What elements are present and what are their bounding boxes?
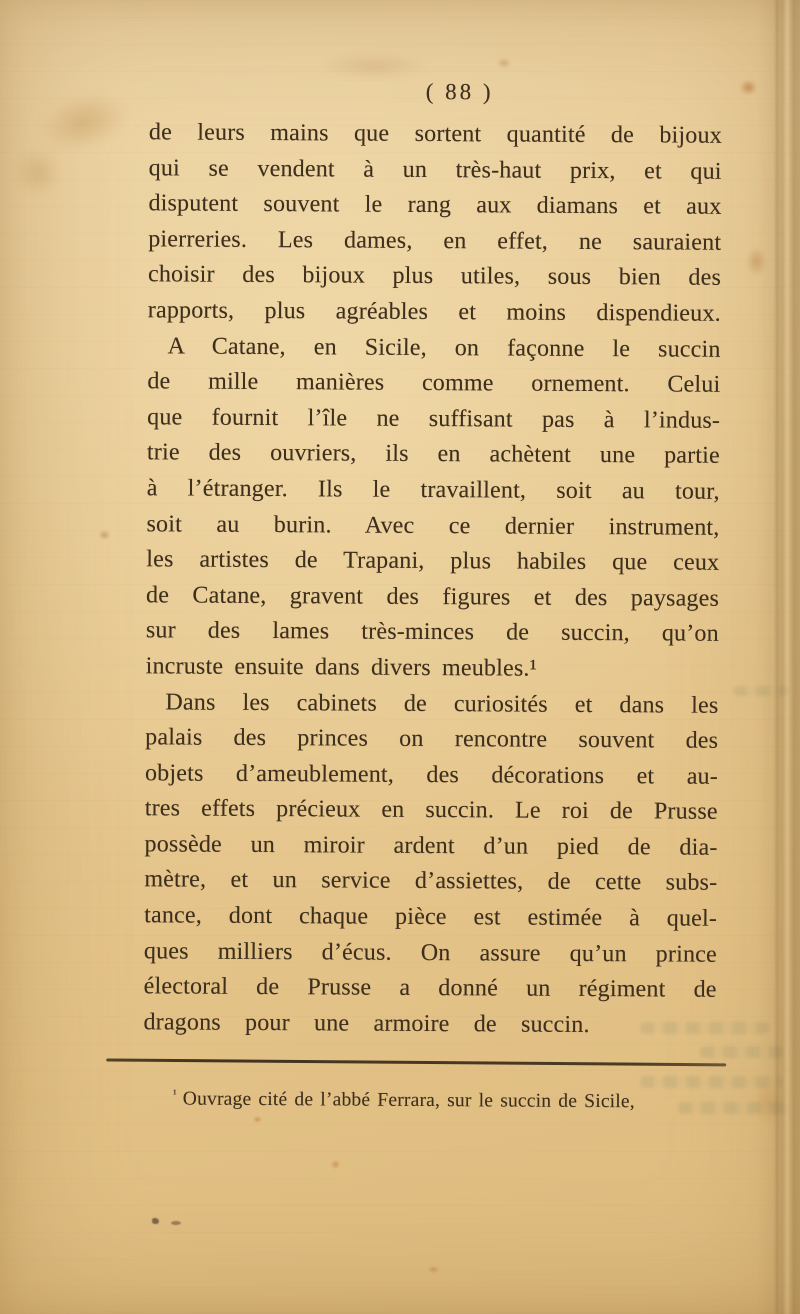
text-line: tance, dont chaque pièce est estimée à quel- bbox=[144, 902, 718, 932]
text-line: palais des princes on rencontre souvent des bbox=[145, 724, 719, 754]
text-line: objets d’ameublement, des décorations et au- bbox=[144, 759, 719, 790]
footnote-text: Ouvrage cité de l’abbé Ferrara, sur le succin de Sicile, bbox=[182, 1088, 635, 1113]
text-line: possède un miroir ardent d’un pied de dia- bbox=[144, 831, 718, 861]
text-line: soit au burin. Avec ce dernier instrument, bbox=[146, 510, 720, 541]
text-line paragraph-start: Dans les cabinets de curiosités et dans les bbox=[165, 688, 719, 719]
text-line: pierreries. Les dames, en effet, ne sauraient bbox=[148, 226, 722, 256]
text-line: que fournit l’île ne suffisant pas à l’indus- bbox=[147, 404, 721, 434]
text-line: tres effets précieux en succin. Le roi de Prusse bbox=[144, 795, 718, 826]
footnote bbox=[143, 1087, 716, 1114]
text-line: trie des ouvriers, ils en achètent une partie bbox=[146, 439, 721, 470]
text-line paragraph-end: dragons pour une armoire de succin. bbox=[143, 1009, 590, 1038]
text-line paragraph-end: incruste ensuite dans divers meubles.¹ bbox=[145, 653, 538, 682]
footnote-separator-rule bbox=[106, 1058, 726, 1066]
text-line: les artistes de Trapani, plus habiles que ceux bbox=[146, 546, 720, 576]
footnote-marker: ¹ bbox=[173, 1085, 177, 1100]
text-line paragraph-start: A Catane, en Sicile, on façonne le succin bbox=[167, 332, 721, 363]
text-line: disputent souvent le rang aux diamans et aux bbox=[148, 190, 722, 220]
text-line: de leurs mains que sortent quantité de bijoux bbox=[148, 119, 722, 149]
text-line: à l’étranger. Ils le travaillent, soit au tour, bbox=[146, 475, 720, 505]
page-fore-edge bbox=[756, 0, 800, 1314]
text-line: de mille manières comme ornement. Celui bbox=[147, 368, 721, 398]
text-line: mètre, et un service d’assiettes, de cette subs- bbox=[144, 866, 718, 897]
text-line: choisir des bijoux plus utiles, sous bien des bbox=[147, 261, 722, 292]
text-line: sur des lames très-minces de succin, qu’on bbox=[145, 617, 719, 648]
text-line: de Catane, gravent des figures et des paysages bbox=[146, 581, 720, 612]
page-number: ( 88 ) bbox=[425, 78, 494, 105]
text-line: électoral de Prusse a donné un régiment de bbox=[143, 973, 717, 1004]
body-text bbox=[143, 115, 722, 1044]
text-line: qui se vendent à un très-haut prix, et qui bbox=[148, 154, 722, 185]
text-line: ques milliers d’écus. On assure qu’un prince bbox=[143, 937, 717, 968]
text-line: rapports, plus agréables et moins dispendieux. bbox=[147, 297, 721, 327]
